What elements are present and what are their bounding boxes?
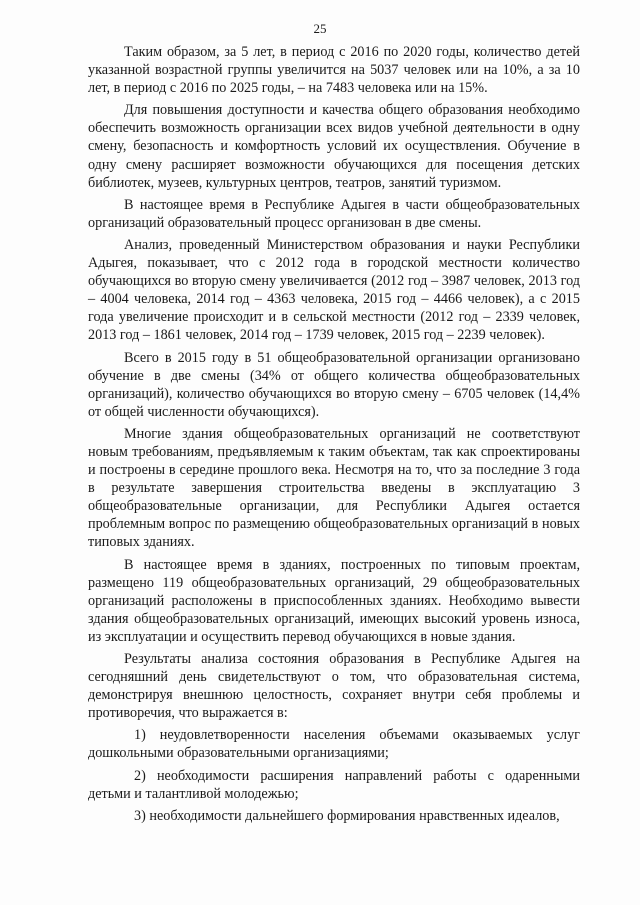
paragraph: Для повышения доступности и качества общего образования необходимо обеспечить возможность организации всех видов учебной деятельности в одну смену, безопасность и комфортность условий их осуществления. Обучение в одну смену расширяет возможности обучающихся для посещения детских библиотек, музеев, культурных центров, театров, занятий туризмом. <box>88 102 580 191</box>
paragraph: В настоящее время в Республике Адыгея в части общеобразовательных организаций образовательный процесс организован в две смены. <box>88 196 580 231</box>
paragraph: Результаты анализа состояния образования в Республике Адыгея на сегодняшний день свидетельствуют о том, что образовательная система, демонстрируя внешнюю целостность, сохраняет внутри себя проблемы и противоречия, что выражается в: <box>88 651 580 722</box>
paragraph: Многие здания общеобразовательных организаций не соответствуют новым требованиям, предъявляемым к таким объектам, так как спроектированы и построены в середине прошлого века. Несмотря на то, что за последние 3 года в результате завершения строительства введены в эксплуатацию 3 общеобразовательные организации, для Республики Адыгея остается проблемным вопрос по размещению общеобразовательных организаций в новых типовых зданиях. <box>88 425 580 551</box>
paragraph: В настоящее время в зданиях, построенных по типовым проектам, размещено 119 общеобразовательных организаций, 29 общеобразовательных организаций расположены в приспособленных зданиях. Необходимо вывести здания общеобразовательных организаций, имеющих высокий уровень износа, из эксплуатации и осуществить перевод обучающихся в новые здания. <box>88 556 580 645</box>
page-number: 25 <box>313 21 327 36</box>
list-item: 1) неудовлетворенности населения объемами оказываемых услуг дошкольными образовательными организациями; <box>88 727 580 762</box>
list-item: 2) необходимости расширения направлений работы с одаренными детьми и талантливой молодежью; <box>88 767 580 802</box>
paragraph: Таким образом, за 5 лет, в период с 2016 по 2020 годы, количество детей указанной возрастной группы увеличится на 5037 человек или на 10%, а за 10 лет, в период с 2016 по 2025 годы, – на 7483 человека или на 15%. <box>88 44 580 97</box>
paragraph: Всего в 2015 году в 51 общеобразовательной организации организовано обучение в две смены (34% от общего количества общеобразовательных организаций), количество обучающихся во вторую смену – 6705 человек (14,4% от общей численности обучающихся). <box>88 349 580 420</box>
list-item: 3) необходимости дальнейшего формирования нравственных идеалов, <box>134 807 560 824</box>
paragraph: Анализ, проведенный Министерством образования и науки Республики Адыгея, показывает, что с 2012 года в городской местности количество обучающихся во вторую смену увеличивается (2012 год – 3987 человек, 2013 год – 4004 человека, 2014 год – 4363 человека, 2015 год – 4466 человек), а с 2015 года увеличение происходит и в сельской местности (2012 год – 2339 человек, 2013 год – 1861 человек, 2014 год – 1739 человек, 2015 год – 2239 человек). <box>88 236 580 344</box>
document-body <box>88 43 580 825</box>
